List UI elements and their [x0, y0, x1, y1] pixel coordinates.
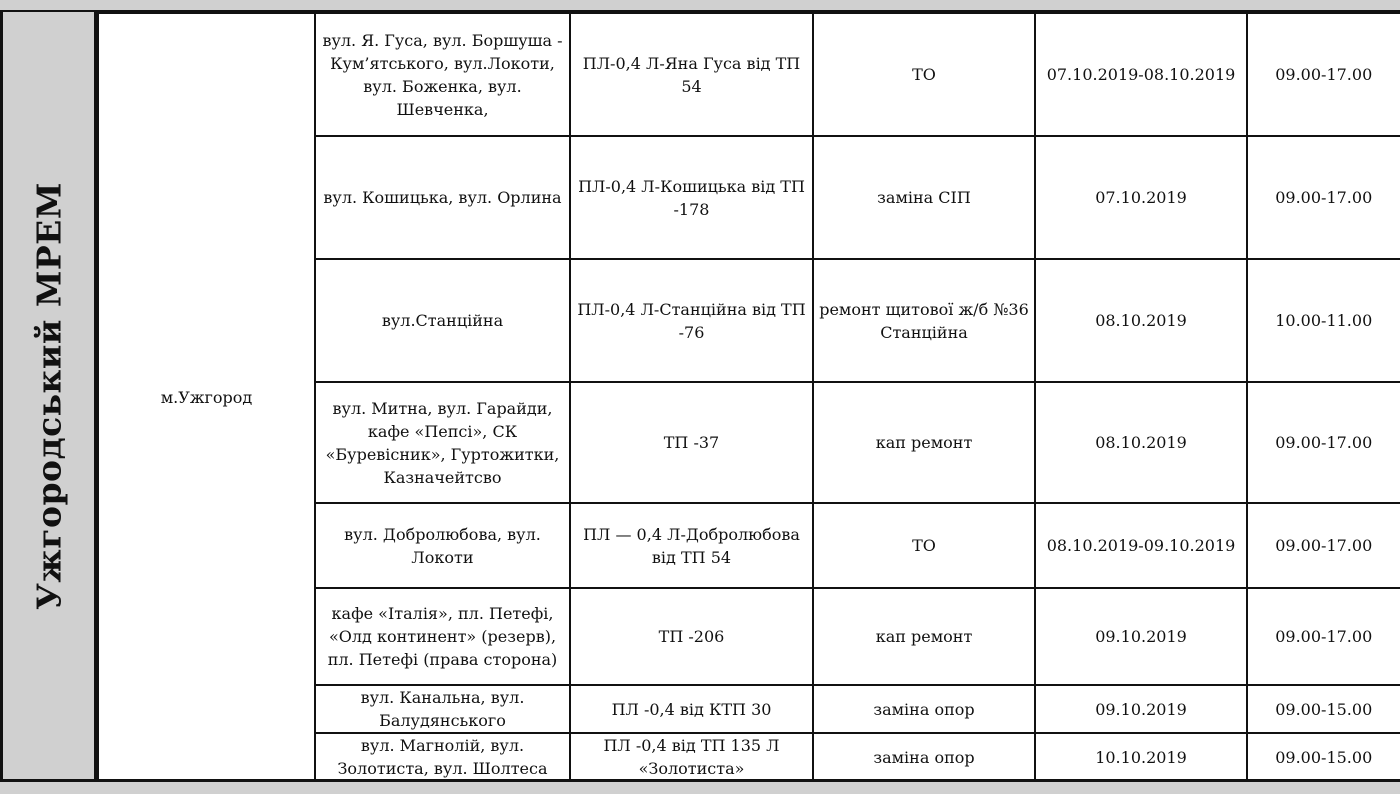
- bottom-separator-strip: [0, 779, 1400, 794]
- streets-cell: вул. Магнолій, вул. Золотиста, вул. Шолтеса: [315, 733, 570, 781]
- streets-cell: вул. Канальна, вул. Балудянського: [315, 685, 570, 733]
- power-line-cell: ПЛ -0,4 від КТП 30: [570, 685, 813, 733]
- time-cell: 09.00-15.00: [1247, 685, 1400, 733]
- date-cell: 08.10.2019: [1035, 259, 1247, 382]
- work-type-cell: заміна опор: [813, 733, 1035, 781]
- date-cell: 09.10.2019: [1035, 685, 1247, 733]
- city-cell: м.Ужгород: [98, 13, 315, 781]
- time-cell: 09.00-17.00: [1247, 13, 1400, 136]
- power-line-cell: ПЛ-0,4 Л-Станційна від ТП -76: [570, 259, 813, 382]
- region-label: Ужгородський МРЕМ: [29, 181, 68, 610]
- date-cell: 08.10.2019: [1035, 382, 1247, 503]
- top-separator-strip: [0, 0, 1400, 12]
- time-cell: 09.00-17.00: [1247, 382, 1400, 503]
- time-cell: 09.00-17.00: [1247, 503, 1400, 588]
- work-type-cell: заміна опор: [813, 685, 1035, 733]
- streets-cell: кафе «Італія», пл. Петефі, «Олд континент» (резерв), пл. Петефі (права сторона): [315, 588, 570, 685]
- power-line-cell: ПЛ — 0,4 Л-Добролюбова від ТП 54: [570, 503, 813, 588]
- date-cell: 08.10.2019-09.10.2019: [1035, 503, 1247, 588]
- streets-cell: вул.Станційна: [315, 259, 570, 382]
- work-type-cell: кап ремонт: [813, 588, 1035, 685]
- power-line-cell: ТП -206: [570, 588, 813, 685]
- power-line-cell: ТП -37: [570, 382, 813, 503]
- time-cell: 09.00-17.00: [1247, 588, 1400, 685]
- streets-cell: вул. Добролюбова, вул. Локоти: [315, 503, 570, 588]
- time-cell: 09.00-17.00: [1247, 136, 1400, 259]
- date-cell: 07.10.2019-08.10.2019: [1035, 13, 1247, 136]
- work-type-cell: ТО: [813, 503, 1035, 588]
- region-column: [0, 12, 97, 779]
- time-cell: 10.00-11.00: [1247, 259, 1400, 382]
- work-type-cell: ТО: [813, 13, 1035, 136]
- date-cell: 09.10.2019: [1035, 588, 1247, 685]
- outage-schedule-table: [97, 12, 1400, 782]
- work-type-cell: кап ремонт: [813, 382, 1035, 503]
- time-cell: 09.00-15.00: [1247, 733, 1400, 781]
- table-row: [98, 13, 1400, 136]
- power-line-cell: ПЛ -0,4 від ТП 135 Л «Золотиста»: [570, 733, 813, 781]
- work-type-cell: заміна СІП: [813, 136, 1035, 259]
- streets-cell: вул. Я. Гуса, вул. Боршуша - Кум’ятського, вул.Локоти, вул. Боженка, вул. Шевченка,: [315, 13, 570, 136]
- streets-cell: вул. Кошицька, вул. Орлина: [315, 136, 570, 259]
- power-line-cell: ПЛ-0,4 Л-Яна Гуса від ТП 54: [570, 13, 813, 136]
- date-cell: 10.10.2019: [1035, 733, 1247, 781]
- date-cell: 07.10.2019: [1035, 136, 1247, 259]
- work-type-cell: ремонт щитової ж/б №36 Станційна: [813, 259, 1035, 382]
- streets-cell: вул. Митна, вул. Гарайди, кафе «Пепсі», СК «Буревісник», Гуртожитки, Казначейтсво: [315, 382, 570, 503]
- power-line-cell: ПЛ-0,4 Л-Кошицька від ТП -178: [570, 136, 813, 259]
